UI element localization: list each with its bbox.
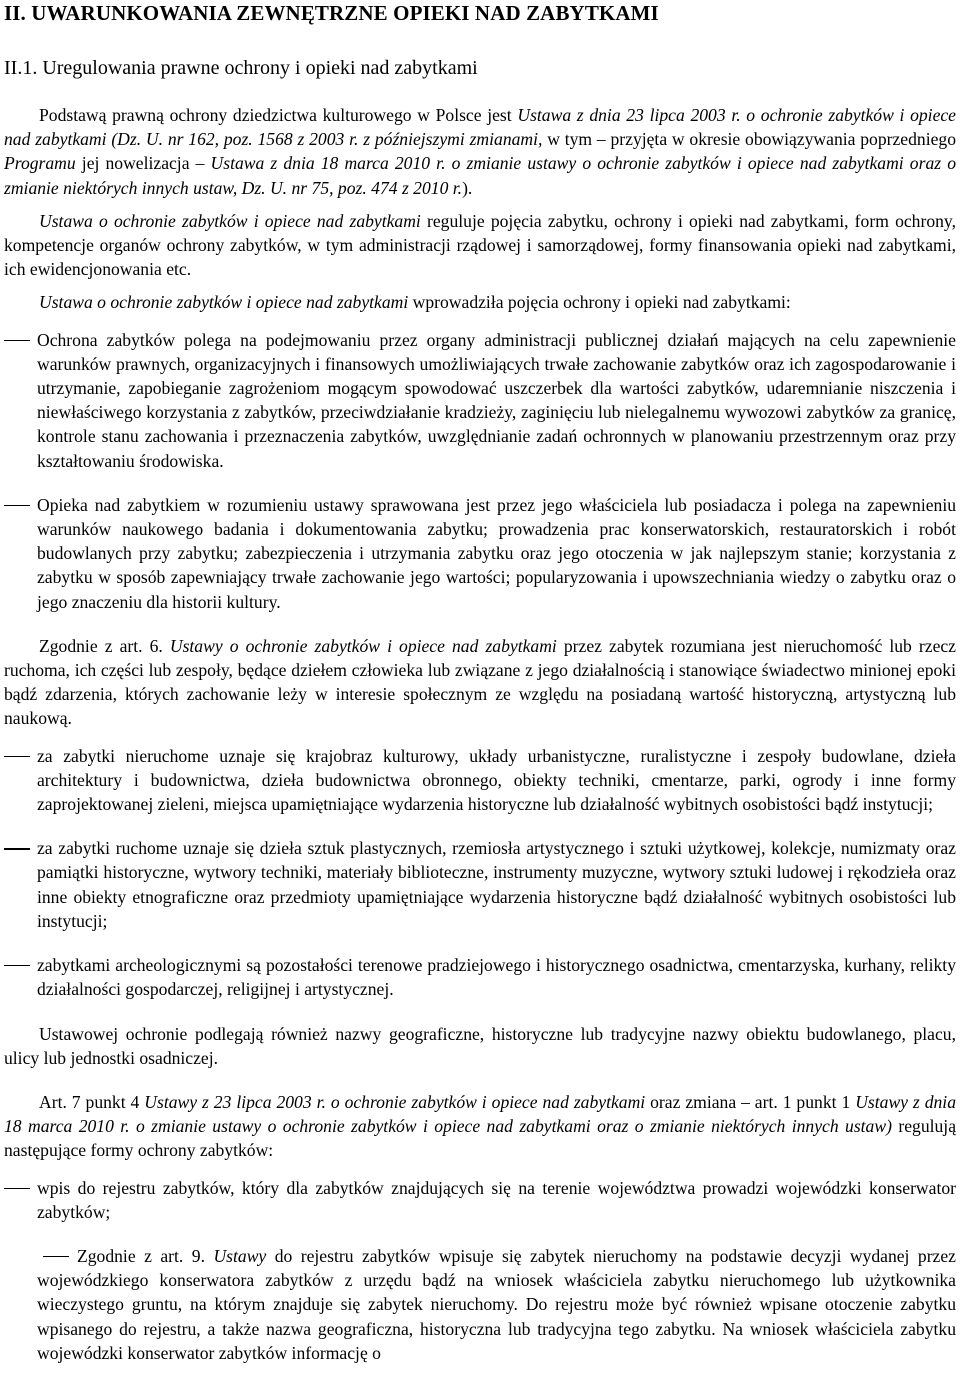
text: Zgodnie z art. 6.	[39, 635, 170, 656]
law-title: Ustawy o ochronie zabytków i opiece nad zabytkami	[169, 635, 557, 656]
list-item-archeologiczne	[4, 953, 956, 1001]
text: do rejestru zabytków wpisuje się zabytek nieruchomy na podstawie decyzji wydanej przez wojewódzkiego konserwatora zabytków z urzędu bądź na wniosek właściciela zabytku nieruchomego lub użytkownika wieczystego gruntu, na którym znajduje się zabytek nieruchomy. Do rejestru może być również wpisane otoczenie zabytku wpisanego do rejestru, a także nazwa geograficzna, historyczna lub tradycyjna tego zabytku. Na wniosek właściciela zabytku wojewódzki konserwator zabytków informację o	[37, 1245, 956, 1363]
text: ).	[462, 177, 473, 198]
text: przez zabytek rozumiana jest nieruchomość lub rzecz ruchoma, ich części lub zespoły, będące dziełem człowieka lub związane z jego działalnością i stanowiące świadectwo minionej epoki bądź zdarzenia, których zachowanie leży w interesie społecznym ze względu na posiadaną wartość historyczną, artystyczną lub naukową.	[4, 635, 956, 729]
dash-bullet	[43, 1256, 69, 1257]
text: oraz zmiana – art. 1 punkt 1	[645, 1091, 856, 1112]
law-citation: Ustawa z dnia 18 marca 2010 r. o zmianie ustawy o ochronie zabytków i opiece nad zabytkami oraz o zmianie niektórych innych ustaw, Dz. U. nr 75, poz. 474 z 2010 r.	[4, 153, 956, 198]
list-item-text: Ochrona zabytków polega na podejmowaniu przez organy administracji publicznej działań mających na celu zapewnienie warunków prawnych, organizacyjnych i finansowych umożliwiających trwałe zachowanie zabytków oraz ich zagospodarowanie i utrzymanie, zapobieganie zagrożeniom mogącym spowodować uszczerbek dla wartości zabytków, udaremnianie niszczenia i niewłaściwego korzystania z zabytków, przeciwdziałanie kradzieży, zaginięciu lub nielegalnemu wywozowi zabytków za granicę, kontrole stanu zachowania i przeznaczenia zabytków, uwzględnianie zadań ochronnych w planowaniu przestrzennym oraz przy kształtowaniu środowiska.	[37, 329, 956, 471]
chapter-heading: II. UWARUNKOWANIA ZEWNĘTRZNE OPIEKI NAD ZABYTKAMI	[4, 1, 659, 25]
list-item-ochrona	[4, 328, 956, 473]
law-title: Ustawa o ochronie zabytków i opiece nad zabytkami	[39, 292, 409, 313]
sub-item-art9	[4, 1244, 956, 1365]
list-item-text: za zabytki ruchome uznaje się dzieła sztuk plastycznych, rzemiosła artystycznego i sztuki użytkowej, kolekcje, numizmaty oraz pamiątki historyczne, wytwory techniki, materiały biblioteczne, instrumenty muzyczne, wytwory sztuki ludowej i rękodzieła oraz inne obiekty etnograficzne oraz przedmioty upamiętniające wydarzenia historyczne bądź działalność wybitnych osobistości lub instytucji;	[37, 838, 956, 931]
text: reguluje pojęcia zabytku, ochrony i opieki nad zabytkami, form ochrony, kompetencje organów ochrony zabytków, w tym administracji rządowej i samorządowej, formy finansowania opieki nad zabytkami, ich ewidencjonowania etc.	[4, 210, 956, 280]
text: Zgodnie z art. 9.	[77, 1245, 214, 1266]
paragraph-act-scope	[4, 209, 956, 282]
law-title: Ustawy z 23 lipca 2003 r. o ochronie zabytków i opiece nad zabytkami	[144, 1091, 646, 1112]
list-item-text: za zabytki nieruchome uznaje się krajobraz kulturowy, układy urbanistyczne, ruralistyczne i zespoły budowlane, dzieła architektury i budownictwa, dzieła budownictwa obronnego, obiekty techniki, cmentarze, parki, ogrody i inne formy zaprojektowanej zieleni, miejsca upamiętniające wydarzenia historyczne lub działalność wybitnych osobistości bądź instytucji;	[37, 745, 956, 815]
list-item-opieka	[4, 493, 956, 614]
paragraph-art6	[4, 634, 956, 731]
law-citation: Ustawa z dnia 23 lipca 2003 r. o ochronie zabytków i opiece nad zabytkami (Dz. U. nr 162, poz. 1568 z 2003 r. z późniejszymi zmianami,	[4, 105, 956, 150]
text: wprowadziła pojęcia ochrony i opieki nad zabytkami:	[408, 292, 791, 313]
law-title: Ustawy z dnia 18 marca 2010 r. o zmianie ustawy o ochronie zabytków i opiece nad zabytkami oraz o zmianie niektórych innych ustaw)	[4, 1091, 956, 1137]
text: w tym – przyjęta w okresie obowiązywania poprzedniego	[542, 129, 956, 150]
text: Art. 7 punkt 4	[39, 1091, 145, 1112]
program-ref: Programu	[4, 153, 76, 174]
text: regulują następujące formy ochrony zabytków:	[4, 1116, 956, 1161]
list-item-text: wpis do rejestru zabytków, który dla zabytków znajdujących się na terenie województwa prowadzi wojewódzki konserwator zabytków;	[37, 1177, 956, 1222]
text: jej nowelizacja –	[75, 153, 211, 174]
text: Podstawą prawną ochrony dziedzictwa kulturowego w Polsce jest	[39, 105, 518, 125]
list-item-nieruchome	[4, 744, 956, 817]
list-item-text: zabytkami archeologicznymi są pozostałości terenowe pradziejowego i historycznego osadnictwa, cmentarzyska, kurhany, relikty działalności gospodarczej, religijnej i artystycznej.	[37, 955, 956, 1000]
paragraph-legal-basis	[4, 103, 956, 200]
law-title: Ustawa o ochronie zabytków i opiece nad zabytkami	[39, 210, 421, 231]
paragraph-act-concepts	[4, 290, 956, 314]
paragraph-names-protection: Ustawowej ochronie podlegają również nazwy geograficzne, historyczne lub tradycyjne nazwy obiektu budowlanego, placu, ulicy lub jednostki osadniczej.	[4, 1023, 956, 1068]
list-item-wpis	[4, 1176, 956, 1224]
paragraph-art7	[4, 1090, 956, 1163]
list-item-ruchome	[4, 836, 956, 933]
list-item-text: Opieka nad zabytkiem w rozumieniu ustawy sprawowana jest przez jego właściciela lub posiadacza i polega na zapewnieniu warunków naukowego badania i dokumentowania zabytku; prowadzenia prac konserwatorskich, restauratorskich i robót budowlanych przy zabytku; zabezpieczenia i utrzymania zabytku oraz jego otoczenia w jak najlepszym stanie; korzystania z zabytku w sposób zapewniający trwałe zachowanie jego wartości; popularyzowania i upowszechniania wiedzy o zabytku oraz o jego znaczeniu dla historii kultury.	[37, 494, 956, 612]
section-heading: II.1. Uregulowania prawne ochrony i opieki nad zabytkami	[4, 57, 478, 79]
law-title: Ustawy	[213, 1245, 267, 1266]
